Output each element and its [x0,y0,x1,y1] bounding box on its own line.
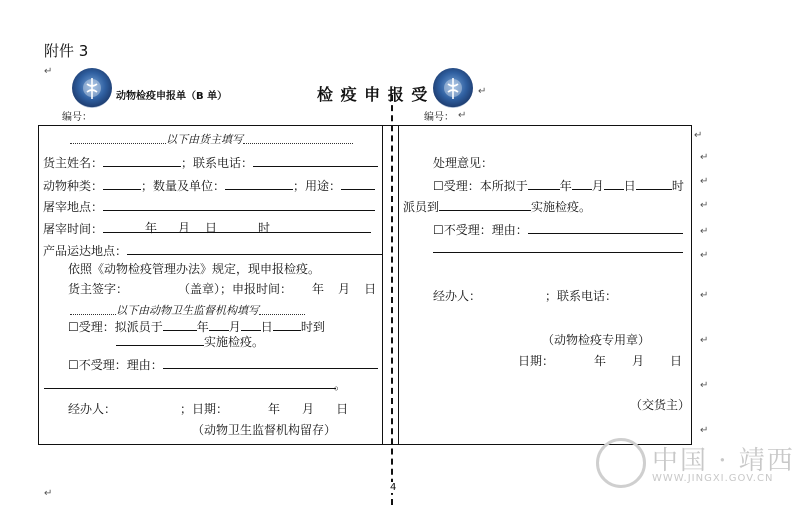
right-date-row [518,352,682,369]
reject-reason-line[interactable] [44,388,336,389]
section-owner-heading [70,131,353,147]
slaughter-time-label: 屠宰时间： [43,222,104,236]
owner-sign-row [68,280,376,297]
return-mark: ↵ [700,226,709,237]
quantity-field[interactable] [225,178,293,190]
return-mark: ↵ [44,66,53,77]
destination-label: 产品运达地点： [43,244,128,258]
attachment-label: 附件 3 [44,42,89,60]
handed-to-label: （交货主） [630,398,691,412]
owner-name-row [43,154,378,171]
day-label: 日 [670,354,683,368]
right-handler-row [433,287,617,304]
animal-type-field[interactable] [103,178,141,190]
agency-handler-row [68,400,348,417]
year-label: 年 [145,221,158,235]
year-label: 年 [312,282,325,296]
return-mark: ↵ [694,130,703,141]
animal-row [43,177,375,194]
watermark-title: 中国 · 靖西 [652,446,795,476]
accept-month-field[interactable] [209,319,229,331]
right-accept-row [433,177,684,194]
destination-row [43,242,382,259]
right-year-field[interactable] [528,178,560,190]
right-day-field[interactable] [604,178,624,190]
owner-name-label: 货主姓名： [43,156,104,170]
return-mark: ↵ [478,86,487,97]
inspect-label: 实施检疫。 [204,335,265,349]
tear-line [391,95,393,505]
right-inspect-label: 实施检疫。 [531,200,592,214]
form-name: 动物检疫申报单（B 单） [116,91,228,102]
right-reject-label: ☐不受理：理由： [433,223,528,237]
day-label: 日 [205,221,218,235]
return-mark: ↵ [700,200,709,211]
month-label: 月 [178,221,191,235]
destination-field[interactable] [127,243,382,255]
month-label: 月 [228,320,241,334]
return-mark: ↵ [458,110,467,121]
right-phone-label: ；联系电话： [545,289,618,303]
number-label-right: 编号： [424,112,454,123]
right-reason-line[interactable] [433,252,683,253]
owner-phone-field[interactable] [253,155,378,167]
slaughter-place-row [43,198,375,215]
handler-label: 经办人： [68,402,117,416]
year-label: 年 [268,402,281,416]
slaughter-time-row [43,220,371,237]
section-agency-text: 以下由动物卫生监督机构填写 [116,304,259,317]
section-owner-text: 以下由货主填写 [166,133,243,146]
right-date-label: 日期： [518,354,555,368]
seal-label: （盖章）；申报时间： [178,282,293,296]
watermark-url: WWW.JINGXI.GOV.CN [652,473,774,484]
owner-phone-label: ；联系电话： [181,156,254,170]
year-label: 年 [559,179,572,193]
year-label: 年 [196,320,209,334]
slaughter-place-field[interactable] [103,199,375,211]
send-place-field[interactable] [439,199,531,211]
return-mark: ↵ [700,290,709,301]
month-label: 月 [591,179,604,193]
return-mark: ↵ [700,335,709,346]
use-field[interactable] [341,178,375,190]
month-label: 月 [632,354,645,368]
return-mark: ↵ [700,380,709,391]
day-label: 日 [623,179,636,193]
emblem-left-icon [72,68,112,108]
right-send-row [403,198,591,215]
number-label-left: 编号： [62,112,92,123]
opinion-label: 处理意见： [433,156,494,170]
divider-line-right [398,125,399,444]
slaughter-time-field[interactable] [103,221,371,233]
right-handler-label: 经办人： [433,289,482,303]
day-label: 日 [336,402,349,416]
form-title: 检 疫 申 报 受 [317,85,429,104]
emblem-right-icon [433,68,473,108]
accept-hour-field[interactable] [273,319,301,331]
animal-type-label: 动物种类： [43,179,104,193]
reject-label: ☐不受理：理由： [68,358,163,372]
retained-by-label: （动物卫生监督机构留存） [192,423,337,437]
owner-sign-label: 货主签字： [68,282,129,296]
inspect-place-field[interactable] [116,334,204,346]
quantity-label: ；数量及单位： [141,179,226,193]
month-label: 月 [338,282,351,296]
return-mark: ↵ [700,250,709,261]
declaration-text: 依照《动物检疫管理办法》规定，现申报检疫。 [68,262,321,276]
right-seal-label: （动物检疫专用章） [542,333,651,347]
reject-reason-field[interactable] [163,357,378,369]
date-label: ；日期： [180,402,229,416]
right-month-field[interactable] [572,178,592,190]
agency-inspect-row [116,333,264,350]
return-mark: ↵ [700,152,709,163]
divider-line-left [382,125,383,444]
month-label: 月 [302,402,315,416]
right-reject-field[interactable] [528,222,683,234]
return-mark: ↵ [44,488,53,499]
use-label: ；用途： [293,179,342,193]
hour-label: 时 [671,179,684,193]
watermark-emblem-icon [596,438,646,488]
accept-year-field[interactable] [163,319,197,331]
right-reject-row [433,221,683,238]
hour-label: 时 [258,221,271,235]
send-label: 派员到 [403,200,440,214]
accept-label: ☐受理：拟派员于 [68,320,163,334]
agency-reject-row [68,356,378,373]
day-label: 日 [364,282,377,296]
right-accept-label: ☐受理：本所拟于 [433,179,528,193]
accept-day-field[interactable] [241,319,261,331]
day-label: 日 [260,320,273,334]
right-hour-field[interactable] [636,178,672,190]
period-mark: 。 [334,378,347,392]
return-mark: ↵ [700,176,709,187]
owner-name-field[interactable] [103,155,181,167]
return-mark: ↵ [700,425,709,436]
page-marker: 4 [390,482,397,493]
arrive-label: 时到 [300,320,325,334]
slaughter-place-label: 屠宰地点： [43,200,104,214]
section-agency-heading [70,302,305,318]
year-label: 年 [594,354,607,368]
